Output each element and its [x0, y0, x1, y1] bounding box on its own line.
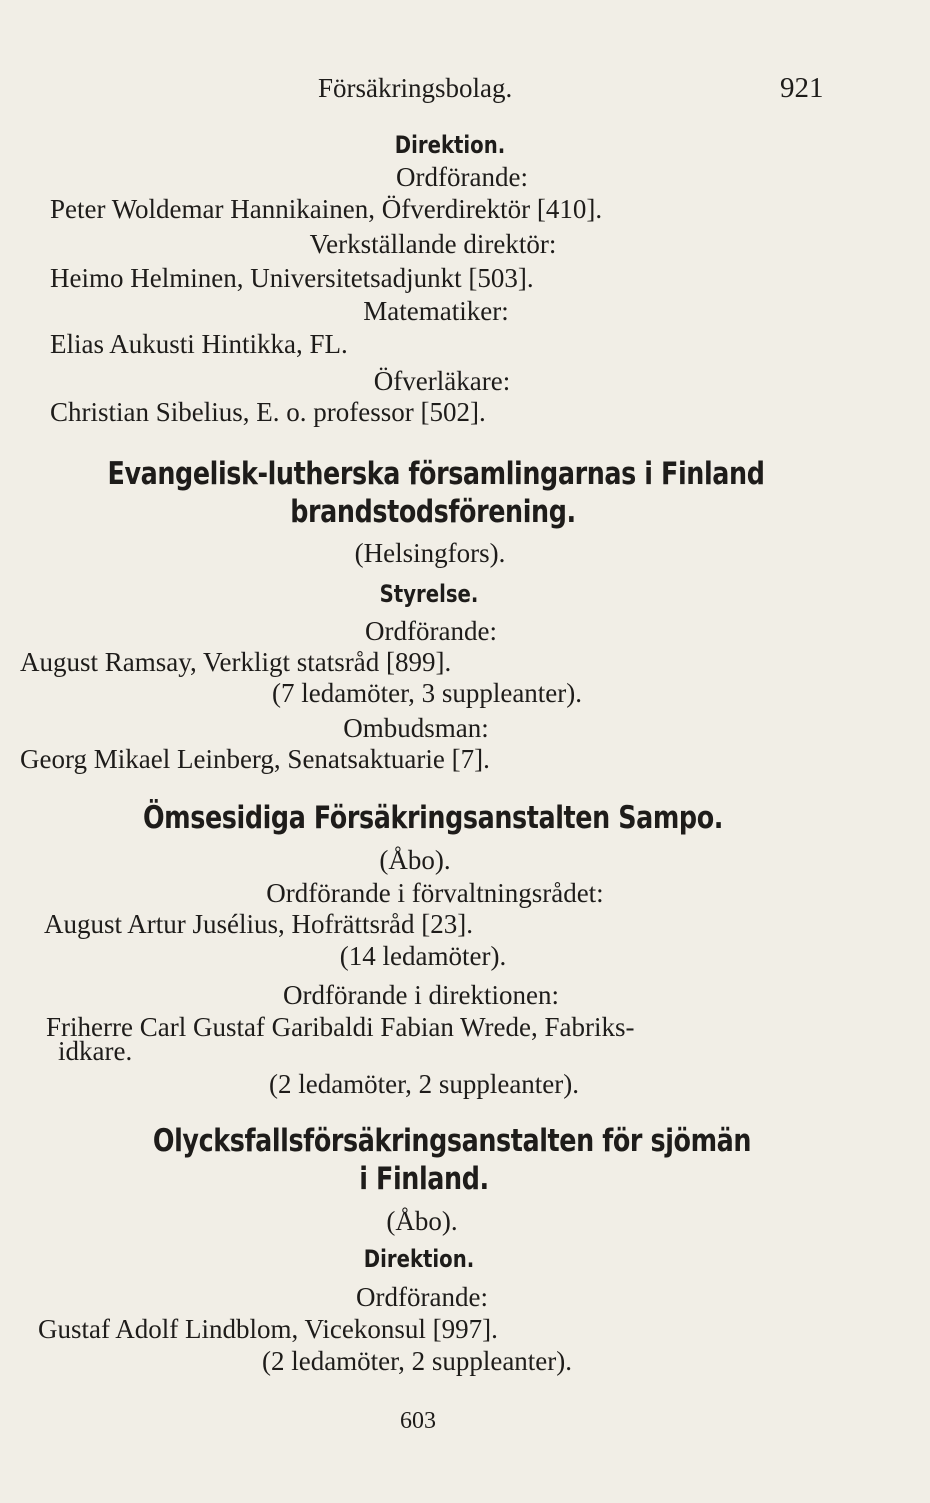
person-entry: Gustaf Adolf Lindblom, Vicekonsul [997].: [38, 1314, 498, 1344]
role-label: Ordförande:: [365, 616, 497, 646]
running-title: Försäkringsbolag.: [318, 73, 513, 103]
organization-city: (Helsingfors).: [354, 538, 506, 568]
section-heading: Styrelse.: [379, 580, 479, 608]
member-count: (14 ledamöter).: [339, 941, 507, 971]
role-label: Ordförande:: [396, 162, 528, 192]
role-label: Öfverläkare:: [373, 366, 511, 396]
person-entry: Peter Woldemar Hannikainen, Öfverdirektör [410].: [50, 194, 603, 224]
person-entry: Friherre Carl Gustaf Garibaldi Fabian Wrede, Fabriks-: [46, 1012, 635, 1042]
member-count: (2 ledamöter, 2 suppleanter).: [268, 1069, 580, 1099]
section-heading: Direktion.: [363, 1245, 475, 1273]
person-entry: August Ramsay, Verkligt statsråd [899].: [20, 647, 452, 677]
section-heading: Direktion.: [394, 131, 506, 159]
role-label: Ombudsman:: [343, 713, 489, 743]
role-label: Ordförande:: [356, 1282, 488, 1312]
person-entry: Georg Mikael Leinberg, Senatsaktuarie [7].: [20, 744, 490, 774]
printer-signature: 603: [400, 1408, 436, 1434]
role-label: Matematiker:: [363, 296, 509, 326]
page-number: 921: [780, 72, 824, 104]
person-entry: August Artur Jusélius, Hofrättsråd [23].: [44, 909, 473, 939]
role-label: Ordförande i förvaltningsrådet:: [266, 878, 604, 908]
person-entry: Elias Aukusti Hintikka, FL.: [50, 329, 348, 359]
role-label: Verkställande direktör:: [309, 229, 557, 259]
person-entry-continued: idkare.: [58, 1036, 133, 1066]
person-entry: Christian Sibelius, E. o. professor [502].: [50, 397, 486, 427]
person-entry: Heimo Helminen, Universitetsadjunkt [503].: [50, 263, 534, 293]
organization-title: Olycksfallsförsäkringsanstalten för sjömän: [152, 1123, 752, 1159]
member-count: (2 ledamöter, 2 suppleanter).: [261, 1346, 573, 1376]
organization-title: i Finland.: [359, 1161, 489, 1197]
organization-title: Evangelisk-lutherska församlingarnas i Finland: [107, 456, 765, 492]
organization-title: brandstodsförening.: [290, 494, 576, 530]
organization-city: (Åbo).: [386, 1206, 458, 1236]
organization-title: Ömsesidiga Försäkringsanstalten Sampo.: [142, 800, 724, 836]
role-label: Ordförande i direktionen:: [283, 980, 559, 1010]
organization-city: (Åbo).: [379, 845, 451, 875]
member-count: (7 ledamöter, 3 suppleanter).: [271, 678, 583, 708]
